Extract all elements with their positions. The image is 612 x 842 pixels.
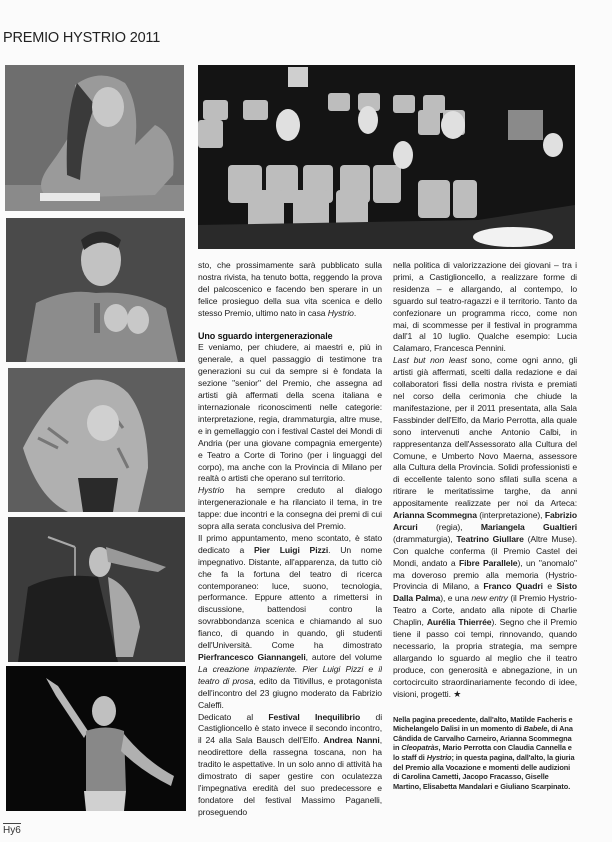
paragraph: Il primo appuntamento, meno scontato, è stato dedicato a Pier Luigi Pizzi. Un nome impegnativo. Distante, all'apparenza, da tutto ciò che fa la fortuna del teatro di ricerca contemporaneo: luce, suono, tecnologia, performance. Eppure attento a rimettersi in discussione, battendosi contro la sovrabbondanza scenica e chiamando al suo fianco, di quando in quando, gli studenti dell'Università. Come ha dimostrato Pierfrancesco Giannangeli, autore del volume La creazione impaziente. Pier Luigi Pizzi e il teatro di prosa, edito da Titivillus, e protagonista dell'incontro del 23 giugno moderato da Fabrizio Caleffi. <box>198 532 382 710</box>
paragraph: E veniamo, per chiudere, ai maestri e, più in generale, a quel passaggio di testimone tra generazioni su cui da sempre si è fondata la sezione "senior" del Premio, che assegna ad artisti già affermati della scena italiana e internazionale riconoscimenti nelle categorie: interpretazione, regia, drammaturgia, altre muse, e in gemellaggio con i festival Castel dei Mondi di Andria (per una giovane compagnia emergente) e Teatro a Corte di Torino (per i linguaggi del corpo), ma anche con la Provincia di Milano per realtà o artisti che operano sul territorio. <box>198 342 382 484</box>
article-column-1 <box>198 260 382 820</box>
photo-jury-theatre <box>198 65 575 249</box>
page-number: Hy6 <box>3 825 21 836</box>
photo-actress-shawl <box>8 368 185 512</box>
photo-actress-writing <box>5 65 184 211</box>
photo-actress-microphone <box>8 517 185 662</box>
article-column-2 <box>393 260 577 835</box>
paragraph: sto, che prossimamente sarà pubblicato sulla nostra rivista, ha tenuto botta, reggendo la prova del palcoscenico e facendo ben sperare in un felice prosieguo della sua vita scenica e dello stesso Premio, ultimo nato in casa Hystrio. <box>198 260 382 318</box>
photo-actor-suit <box>6 218 185 362</box>
paragraph: Dedicato al Festival Inequilibrio di Castiglioncello è stato invece il secondo incontro, il 24 alla Sala Bausch dell'Elfo. Andrea Nanni, neodirettore della rassegna toscana, non ha tradito le aspettative. In un solo anno di attività ha dimostrato di saper gestire con oculatezza l'impegnativa eredità del suo predecessore e fondatore del festival Massimo Paganelli, proseguendo <box>198 711 382 817</box>
section-subheading: Uno sguardo intergenerazionale <box>198 330 333 341</box>
paragraph: nella politica di valorizzazione dei giovani – tra i primi, a Castiglioncello, a realizzare forme di residenza – e allargando, al contempo, lo sguardo sul teatro-ragazzi e il territorio. Tanto da confezionare un programma ricco, come non mai, di scommesse per il festival in programma dall'1 al 10 luglio. Qualche esempio: Lucia Calamaro, Francesca Pennini. <box>393 260 577 354</box>
photo-actor-leotard <box>6 666 186 811</box>
section-title: PREMIO HYSTRIO 2011 <box>3 30 161 46</box>
end-star-icon: ★ <box>453 688 462 699</box>
paragraph: Last but non least sono, come ogni anno, gli artisti già affermati, scelti dalla redazione e dai collaboratori fissi della nostra rivista e premiati nel corso della cerimonia che chiude la manifestazione, per il 2011 presentata, alla Sala Fassbinder dell'Elfo, da Mario Perrotta, alla quale sono intervenuti anche Antonio Calbi, in rappresentanza dell'Assessorato alla Cultura del Comune, e Umberto Novo Maerna, assessore alla Cultura della Provincia. Solidi professionisti e di eccellente talento sono sfilati sulla scena a ritirare le meritatissime targhe, da anni appositamente realizzate per noi da Arteca: Arianna Scommegna (interpretazione), Fabrizio Arcuri (regia), Mariangela Gualtieri (drammaturgia), Teatrino Giullare (Altre Muse). Con qualche conferma (il Premio Castel dei Mondi, andato a Fibre Parallele), un "anomalo" ma doveroso premio alla memoria (Hystrio-Provincia di Milano, a Franco Quadri e Sisto Dalla Palma), e una new entry (il Premio Hystrio-Teatro a Corte, andato alla nipote di Charlie Chaplin, Aurélia Thierrée). Segno che il Premio tiene il passo coi tempi, rinnovando, quando necessario, la propria strategia, ma sempre allargando lo sguardo al meglio che il teatro produce, con generosità e abnegazione, in un cortocircuito straordinariamente fecondo di idee, visioni, progetti. ★ <box>393 355 577 699</box>
paragraph: Hystrio ha sempre creduto al dialogo intergenerazionale e ha rilanciato il tema, in tre tappe: due incontri e la consegna dei premi di cui sopra alla serata conclusiva del Premio. <box>198 485 382 532</box>
photo-caption: Nella pagina precedente, dall'alto, Matilde Facheris e Michelangelo Dalisi in un momento di Babele, di Ana Cândida de Carvalho Carneiro, Arianna Scommegna in Cleopatràs, Mario Perrotta con Claudia Cannella e lo staff di Hystrio; in questa pagina, dall'alto, la giuria del Premio alla Vocazione e momenti delle audizioni di Carolina Cametti, Jacopo Fracasso, Giselle Martino, Elisabetta Mandalari e Giuliano Scarpinato. <box>393 714 575 791</box>
